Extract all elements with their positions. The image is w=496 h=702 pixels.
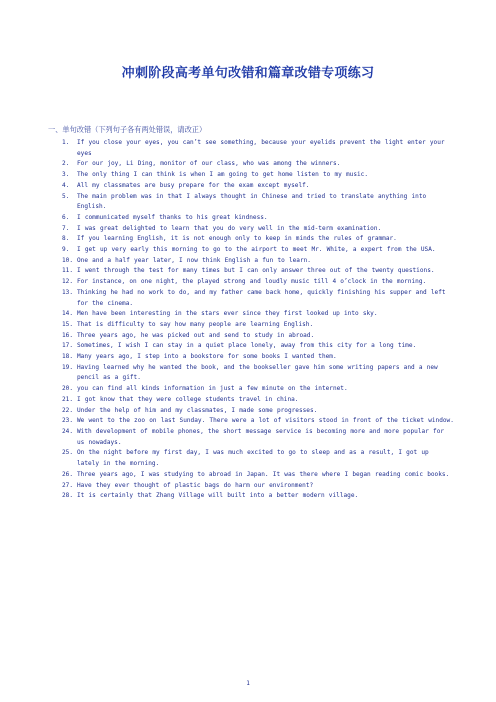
item-text: Men have been interesting in the stars ever since they first looked up into sky.: [77, 310, 378, 318]
item-text: The main problem was in that I always thought in Chinese and tried to translate anything into English.: [77, 192, 427, 211]
list-item: [62, 266, 454, 277]
item-number: 5.: [62, 192, 70, 200]
item-number: 22.: [62, 406, 74, 414]
page-number: 1: [246, 680, 250, 687]
list-item: [62, 395, 454, 406]
item-number: 1.: [62, 139, 70, 146]
item-text: Having learned why he wanted the book, and the bookseller gave him some writing papers and a new pencil as a gift.: [77, 363, 438, 382]
item-number: 11.: [62, 267, 74, 275]
list-item: [62, 406, 454, 417]
list-item: [62, 341, 454, 352]
item-number: 9.: [62, 246, 70, 254]
item-text: If you close your eyes, you can’t see something, because your eyelids prevent the light enter your eyes: [77, 139, 445, 157]
item-text: With development of mobile phones, the short message service is becoming more and more popular for us nowadays.: [77, 427, 445, 446]
list-item: [62, 277, 454, 288]
item-number: 23.: [62, 417, 74, 425]
item-text: I communicated myself thanks to his great kindness.: [77, 213, 268, 221]
list-item: [62, 416, 454, 427]
item-number: 20.: [62, 385, 74, 393]
section-heading: 一、单句改错（下列句子各有两处错误，请改正）: [48, 125, 207, 134]
item-number: 2.: [62, 160, 70, 168]
item-number: 27.: [62, 481, 74, 489]
item-text: I got know that they were college students travel in china.: [77, 395, 299, 403]
item-number: 14.: [62, 310, 74, 318]
list-item: [62, 224, 454, 235]
item-text: I get up very early this morning to go to the airport to meet Mr. White, a expert from the USA.: [77, 246, 436, 254]
list-item: [62, 470, 454, 481]
item-number: 16.: [62, 331, 74, 339]
item-number: 13.: [62, 288, 74, 296]
item-text: I went through the test for many times but I can only answer three out of the twenty questions.: [77, 267, 435, 275]
item-text: For instance, on one night, the played strong and loudly music till 4 o’clock in the morning.: [77, 278, 427, 286]
list-item: [62, 181, 454, 192]
list-item: [62, 245, 454, 256]
item-text: Have they ever thought of plastic bags do harm our environment?: [77, 481, 314, 489]
document-title: 冲刺阶段高考单句改错和篇章改错专项练习: [121, 66, 375, 81]
item-text: Three years ago, I was studying to abroad in Japan. It was there where I began reading comic books.: [77, 470, 450, 478]
item-text: Under the help of him and my classmates, I made some progresses.: [77, 406, 318, 414]
list-item: [62, 213, 454, 224]
item-text: For our joy, Li Ding, monitor of our class, who was among the winners.: [77, 160, 341, 168]
item-text: If you learning English, it is not enough only to keep in minds the rules of grammar.: [77, 235, 397, 243]
item-number: 6.: [62, 213, 70, 221]
item-text: The only thing I can think is when I am going to get home listen to my music.: [77, 171, 368, 179]
item-text: Many years ago, I step into a bookstore for some books I wanted them.: [77, 353, 337, 361]
item-text: you can find all kinds information in just a few minute on the internet.: [77, 385, 348, 393]
item-number: 21.: [62, 395, 74, 403]
list-item: [62, 448, 454, 469]
item-number: 26.: [62, 470, 74, 478]
list-item: [62, 170, 454, 181]
list-item: [62, 427, 454, 448]
item-text: It is certainly that Zhang Village will built into a better modern village.: [77, 492, 359, 500]
item-text: I was great delighted to learn that you do very well in the mid-term examination.: [77, 224, 382, 232]
list-item: [62, 352, 454, 363]
item-text: One and a half year later, I now think English a fun to learn.: [77, 256, 311, 264]
list-item: [62, 491, 454, 502]
item-text: All my classmates are busy prepare for the exam except myself.: [77, 181, 310, 189]
item-number: 7.: [62, 224, 70, 232]
item-number: 12.: [62, 278, 74, 286]
list-item: [62, 309, 454, 320]
item-number: 3.: [62, 171, 70, 179]
item-number: 25.: [62, 449, 74, 457]
exercise-list: [62, 138, 454, 502]
item-number: 17.: [62, 342, 74, 350]
item-number: 28.: [62, 492, 74, 500]
item-text: On the night before my first day, I was much excited to go to sleep and as a result, I got up lately in the morning.: [77, 449, 429, 468]
list-item: [62, 234, 454, 245]
item-number: 18.: [62, 353, 74, 361]
item-number: 4.: [62, 181, 70, 189]
list-item: [62, 384, 454, 395]
list-item: [62, 138, 454, 159]
item-text: That is difficulty to say how many people are learning English.: [77, 320, 314, 328]
item-number: 8.: [62, 235, 70, 243]
item-text: Thinking he had no work to do, and my father came back home, quickly finishing his supper and left for the cinema.: [77, 288, 446, 307]
list-item: [62, 363, 454, 384]
item-number: 19.: [62, 363, 74, 371]
item-number: 24.: [62, 427, 74, 435]
list-item: [62, 331, 454, 342]
list-item: [62, 256, 454, 267]
list-item: [62, 481, 454, 492]
item-text: Three years ago, he was picked out and send to study in abroad.: [77, 331, 315, 339]
list-item: [62, 192, 454, 213]
item-number: 15.: [62, 320, 74, 328]
list-item: [62, 159, 454, 170]
list-item: [62, 320, 454, 331]
list-item: [62, 288, 454, 309]
item-number: 10.: [62, 256, 74, 264]
item-text: We went to the zoo on last Sunday. There were a lot of visitors stood in front of the ticket window.: [77, 417, 454, 425]
item-text: Sometimes, I wish I can stay in a quiet place lonely, away from this city for a long time.: [77, 342, 417, 350]
